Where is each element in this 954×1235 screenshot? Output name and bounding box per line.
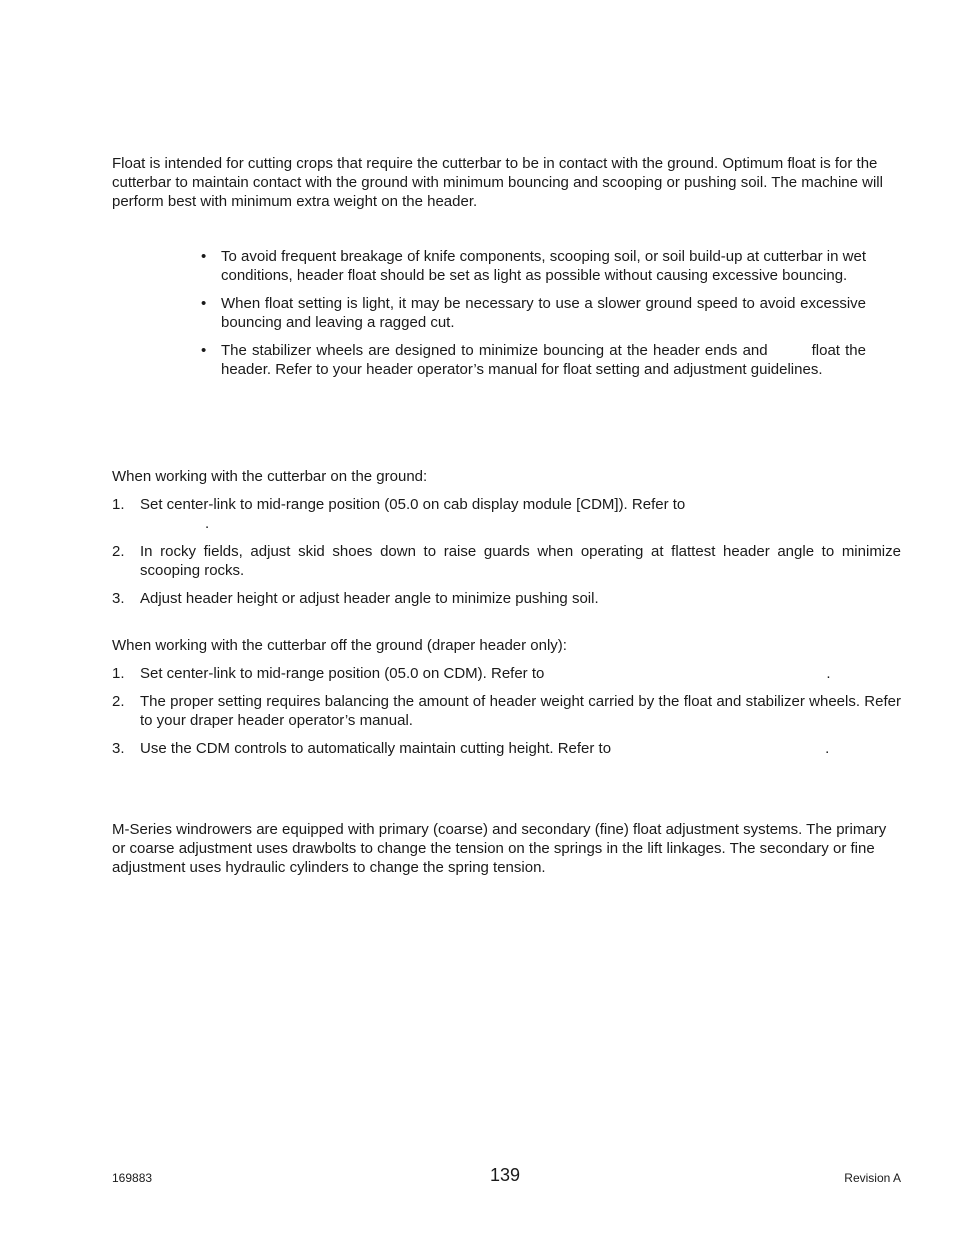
off-ground-lead: When working with the cutterbar off the ground (draper header only): [112, 637, 567, 654]
on-ground-lead: When working with the cutterbar on the ground: [112, 468, 428, 485]
list-item [112, 589, 901, 608]
list-item [199, 247, 866, 285]
on-ground-steps [112, 495, 901, 617]
step-number: 2. [112, 693, 125, 710]
step-number: 3. [112, 590, 125, 607]
step-number: 2. [112, 543, 125, 560]
step-text-tail: . [826, 665, 831, 682]
float-tips-list [199, 247, 866, 388]
list-item [112, 542, 901, 580]
off-ground-steps [112, 664, 901, 767]
bullet-marker: • [201, 342, 207, 359]
step-text: The proper setting requires balancing the amount of header weight carried by the float and stabilizer wheels. Refer to your draper header operator’s manual. [140, 693, 901, 729]
step-text-tail: . [205, 515, 210, 532]
list-item [199, 341, 866, 379]
revision-label: Revision A [844, 1171, 901, 1185]
list-item [112, 692, 901, 730]
page-number: 139 [489, 1165, 521, 1185]
list-item [112, 495, 901, 533]
tip-text: When float setting is light, it may be necessary to use a slower ground speed to avoid excessive bouncing and leaving a ragged cut. [221, 295, 866, 331]
step-text: Use the CDM controls to automatically maintain cutting height. Refer to [140, 740, 612, 757]
step-number: 1. [112, 665, 125, 682]
intro-paragraph: Float is intended for cutting crops that require the cutterbar to be in contact with the ground. Optimum float is for the cutterbar to maintain contact with the ground with minimum bouncing and scooping or pushing soil. The machine will perform best with minimum extra weight on the header. [112, 155, 883, 210]
step-number: 1. [112, 496, 125, 513]
step-text: Set center-link to mid-range position (05.0 on cab display module [CDM]). Refer to [140, 496, 686, 513]
adjustment-paragraph: M-Series windrowers are equipped with primary (coarse) and secondary (fine) float adjustment systems. The primary or coarse adjustment uses drawbolts to change the tension on the springs in the lift linkages. The secondary or fine adjustment uses hydraulic cylinders to change the spring tension. [112, 821, 887, 876]
step-number: 3. [112, 740, 125, 757]
tip-text-continued: float the header. Refer to your header operator’s manual for float setting and adjustment guidelines. [221, 342, 866, 378]
step-text: In rocky fields, adjust skid shoes down to raise guards when operating at flattest header angle to minimize scooping rocks. [140, 543, 901, 579]
tip-text: To avoid frequent breakage of knife components, scooping soil, or soil build-up at cutterbar in wet conditions, header float should be set as light as possible without causing excessive bouncing. [221, 248, 866, 284]
step-text: Adjust header height or adjust header angle to minimize pushing soil. [140, 590, 599, 607]
bullet-marker: • [201, 295, 207, 312]
list-item [112, 739, 901, 758]
document-number: 169883 [112, 1171, 153, 1185]
tip-text: The stabilizer wheels are designed to minimize bouncing at the header ends and [221, 342, 768, 359]
step-text-tail: . [825, 740, 830, 757]
bullet-marker: • [201, 248, 207, 265]
list-item [112, 664, 901, 683]
list-item [199, 294, 866, 332]
step-text: Set center-link to mid-range position (05.0 on CDM). Refer to [140, 665, 545, 682]
